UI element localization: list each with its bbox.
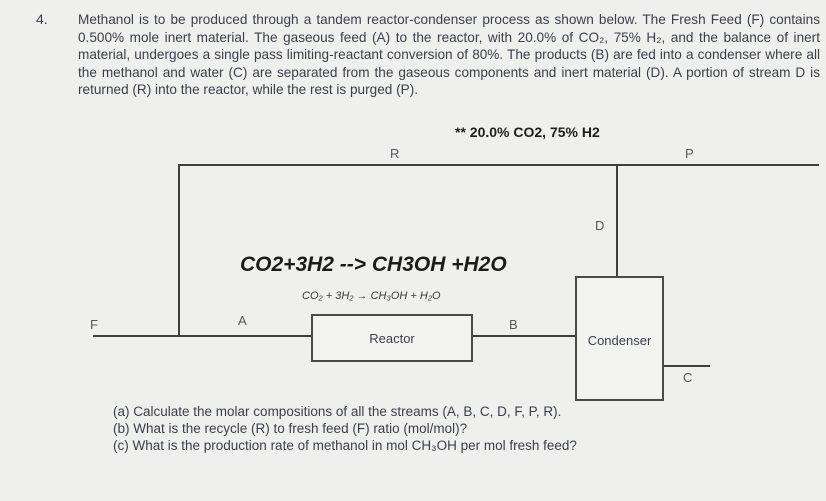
recycle-line-left [178, 164, 180, 336]
stream-label-A: A [238, 313, 247, 328]
question-number: 4. [36, 11, 48, 27]
recycle-line-top [178, 164, 819, 166]
condenser-box [575, 276, 664, 401]
stream-label-D: D [595, 218, 605, 233]
condenser-label: Condenser [587, 333, 652, 348]
question-list [113, 403, 577, 454]
reactor-label: Reactor [369, 331, 415, 346]
product-line [473, 335, 575, 337]
recycle-line-down-to-condenser [616, 164, 618, 276]
reactor-box [311, 314, 473, 362]
reaction-equation: CO2+3H2 --> CH3OH +H2O [240, 253, 507, 276]
stream-label-R: R [390, 146, 400, 161]
question-c: (c) What is the production rate of methanol in mol CH₃OH per mol fresh feed? [113, 438, 577, 453]
stream-label-P: P [685, 146, 694, 161]
stream-label-B: B [509, 317, 518, 332]
stream-label-F: F [90, 317, 98, 332]
problem-statement: Methanol is to be produced through a tandem reactor-condenser process as shown below. The Fresh Feed (F) contains 0.500% mole inert material. The gaseous feed (A) to the reactor, with 20.0% of CO₂, 75% H₂, and the balance of inert material, undergoes a single pass limiting-reactant conversion of 80%. The products (B) are fed into a condenser where all the methanol and water (C) are separated from the gaseous components and inert material (D). A portion of stream D is returned (R) into the reactor, while the rest is purged (P). [78, 12, 820, 98]
reaction-equation-handwritten: CO₂ + 3H₂ → CH₃OH + H₂O [302, 290, 441, 302]
feed-line [93, 335, 311, 337]
handwritten-note: ** 20.0% CO2, 75% H2 [455, 124, 600, 140]
liquid-outlet-line [662, 365, 710, 367]
question-a: (a) Calculate the molar compositions of all the streams (A, B, C, D, F, P, R). [113, 404, 562, 419]
stream-label-C: C [683, 370, 693, 385]
question-b: (b) What is the recycle (R) to fresh feed (F) ratio (mol/mol)? [113, 421, 468, 436]
